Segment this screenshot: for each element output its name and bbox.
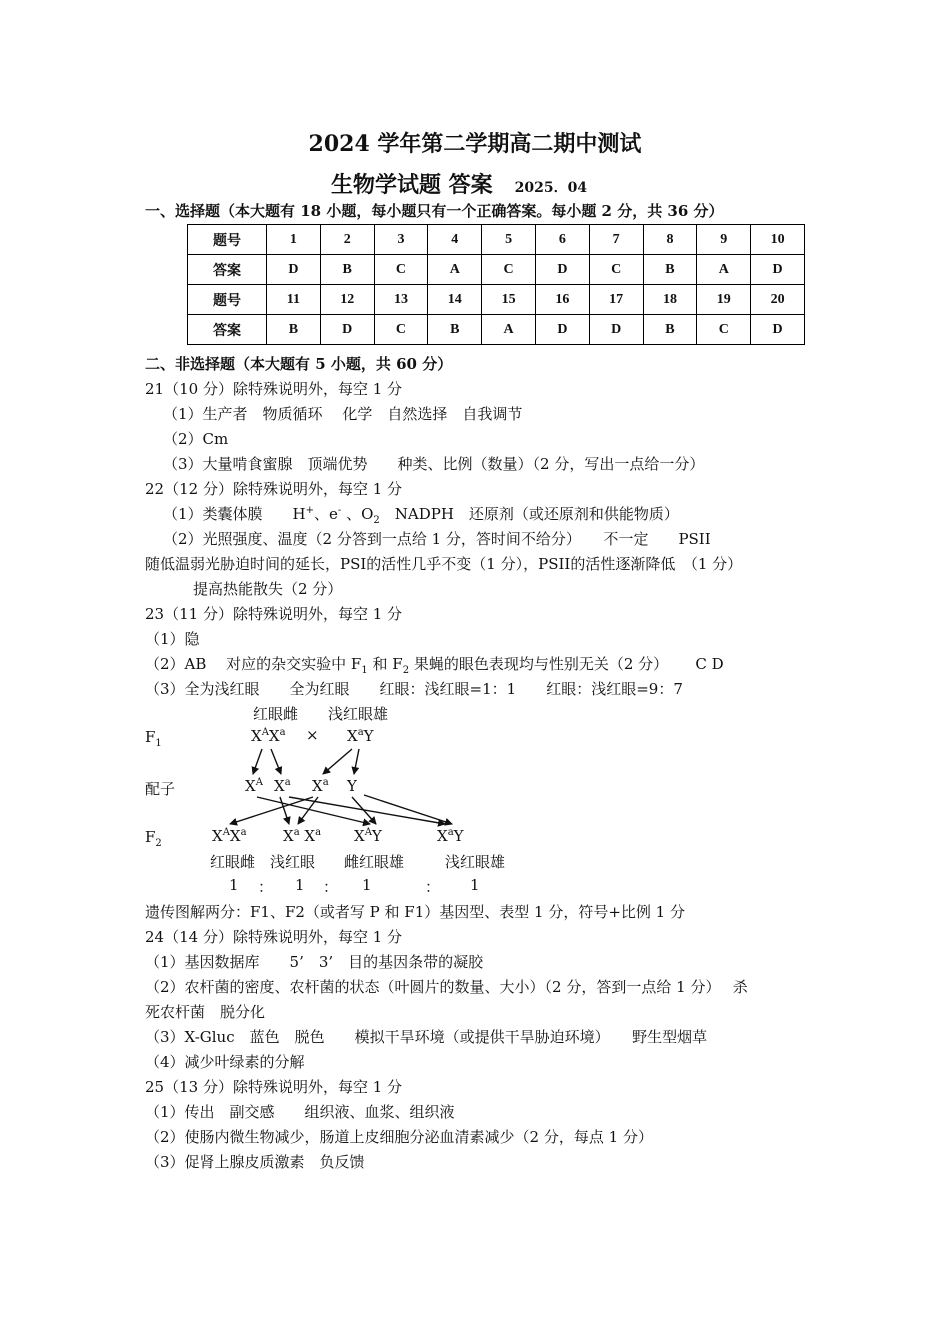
q22-line3: 随低温弱光胁迫时间的延长，PSI的活性几乎不变（1 分），PSII的活性逐渐降低 （1 分） — [145, 555, 743, 573]
q23-line3: （3）全为浅红眼 全为红眼 红眼：浅红眼=1：1 红眼：浅红眼=9：7 — [145, 680, 683, 698]
arrow-f1-to-gamete — [271, 749, 281, 774]
q22-l1b: 、e — [314, 505, 338, 523]
q21-line3: （3）大量啃食蜜腺 顶端优势 种类、比例（数量）（2 分，写出一点给一分） — [163, 455, 705, 473]
table-cell: D — [535, 315, 589, 345]
q24-heading: 24（14 分）除特殊说明外，每空 1 分 — [145, 928, 403, 946]
ratio-colon-3: ： — [425, 878, 441, 896]
table-cell: C — [697, 315, 751, 345]
table-cell: 15 — [482, 285, 536, 315]
f2-sub: 2 — [155, 838, 162, 849]
subtitle-text: 生物学试题 答案 — [331, 172, 493, 198]
allele-a: a — [240, 827, 247, 838]
f2-phenotype-1: 红眼雌 — [210, 853, 256, 871]
table-cell: 6 — [535, 225, 589, 255]
table-cell: B — [643, 315, 697, 345]
table-cell: D — [751, 315, 805, 345]
q22-line4: 提高热能散失（2 分） — [193, 580, 343, 598]
f2-phenotype-3: 雌红眼雄 — [344, 853, 405, 871]
allele-A: A — [364, 827, 372, 838]
allele-a: a — [357, 727, 364, 738]
f2-text: F — [145, 828, 156, 846]
q21-line1: （1）生产者 物质循环 化学 自然选择 自我调节 — [163, 405, 523, 423]
arrow-gamete-to-f2 — [280, 797, 289, 824]
gamete-Xa-female: $X^a$ — [274, 777, 291, 795]
table-cell: 2 — [320, 225, 374, 255]
q22-l1c: 、O — [341, 505, 374, 523]
section-1-heading: 一、选择题（本大题有 18 小题，每小题只有一个正确答案。每小题 2 分，共 36 分） — [145, 202, 724, 220]
gamete-Xa-male: $X^a$ — [312, 777, 329, 795]
table-cell: 5 — [482, 225, 536, 255]
table-cell: 10 — [751, 225, 805, 255]
table-cell: D — [320, 315, 374, 345]
arrow-f1-to-gamete — [323, 749, 352, 774]
f2-genotype-3: $X^AY$ — [354, 827, 382, 845]
f2-genotype-1: $X^AX^a$ — [212, 827, 247, 845]
ratio-4: 1 — [470, 876, 480, 894]
ratio-1: 1 — [229, 876, 239, 894]
q24-line3: 死农杆菌 脱分化 — [145, 1003, 266, 1021]
allele-a: a — [279, 727, 286, 738]
page-title: 2024 学年第二学期高二期中测试 — [308, 131, 642, 157]
gamete-XA: $X^A$ — [245, 777, 263, 795]
arrow-f1-to-gamete — [354, 749, 359, 774]
table-cell: C — [482, 255, 536, 285]
table-cell: A — [482, 315, 536, 345]
f1-text: F — [145, 728, 156, 746]
q22-l1a: （1）类囊体膜 H — [163, 505, 306, 523]
section-2-heading: 二、非选择题（本大题有 5 小题，共 60 分） — [145, 355, 453, 373]
f1-sub: 1 — [155, 738, 162, 749]
q25-heading: 25（13 分）除特殊说明外，每空 1 分 — [145, 1078, 403, 1096]
q22-l1d: NADPH 还原剂（或还原剂和供能物质） — [379, 505, 679, 523]
arrow-gamete-to-f2 — [364, 795, 452, 824]
q25-line2: （2）使肠内微生物减少，肠道上皮细胞分泌血清素减少（2 分，每点 1 分） — [145, 1128, 653, 1146]
q24-line2: （2）农杆菌的密度、农杆菌的状态（叶圆片的数量、大小）（2 分，答到一点给 1 分） 杀 — [145, 978, 748, 996]
gamete-Y: Y — [347, 777, 357, 795]
table-cell: D — [751, 255, 805, 285]
ratio-colon-1: ： — [258, 878, 274, 896]
q23-l2c: 果蝇的眼色表现均与性别无关（2 分） C D — [409, 655, 724, 673]
table-cell: C — [589, 255, 643, 285]
f2-phenotype-4: 浅红眼雄 — [445, 853, 506, 871]
table-cell: 18 — [643, 285, 697, 315]
table-cell: 17 — [589, 285, 643, 315]
table-cell: 4 — [428, 225, 482, 255]
q25-line3: （3）促肾上腺皮质激素 负反馈 — [145, 1153, 365, 1171]
table-cell: D — [589, 315, 643, 345]
table-cell: C — [374, 255, 428, 285]
q24-line4: （3）X-Gluc 蓝色 脱色 模拟干旱环境（或提供干旱胁迫环境） 野生型烟草 — [145, 1028, 708, 1046]
q21-heading: 21（10 分）除特殊说明外，每空 1 分 — [145, 380, 403, 398]
q25-line1: （1）传出 副交感 组织液、血浆、组织液 — [145, 1103, 455, 1121]
row-label: 题号 — [188, 285, 267, 315]
parent-female-phenotype: 红眼雌 — [253, 705, 299, 723]
cross-symbol: × — [306, 726, 319, 744]
ratio-3: 1 — [362, 876, 372, 894]
f1-male-genotype: $X^aY$ — [347, 727, 374, 745]
table-cell: D — [535, 255, 589, 285]
table-cell: 9 — [697, 225, 751, 255]
q23-line1: （1）隐 — [145, 630, 200, 648]
table-cell: 8 — [643, 225, 697, 255]
allele-a: a — [315, 827, 322, 838]
ratio-2: 1 — [295, 876, 305, 894]
table-cell: B — [643, 255, 697, 285]
table-cell: 12 — [320, 285, 374, 315]
f1-female-genotype: $X^AX^a$ — [251, 727, 286, 745]
table-cell: B — [267, 315, 321, 345]
q23-l2a: （2）AB 对应的杂交实验中 F — [145, 655, 362, 673]
allele-A: A — [261, 727, 269, 738]
parent-male-phenotype: 浅红眼雄 — [328, 705, 389, 723]
table-cell: B — [320, 255, 374, 285]
allele-A: A — [255, 777, 263, 788]
allele-a: a — [293, 827, 300, 838]
q23-line2: （2）AB 对应的杂交实验中 $F_1$ 和 $F_2$ 果蝇的眼色表现均与性别无关（2 分） C D — [145, 655, 724, 676]
table-cell: 13 — [374, 285, 428, 315]
ratio-colon-2: ： — [323, 878, 339, 896]
table-cell: 14 — [428, 285, 482, 315]
table-cell: A — [428, 255, 482, 285]
q23-heading: 23（11 分）除特殊说明外，每空 1 分 — [145, 605, 403, 623]
table-cell: 3 — [374, 225, 428, 255]
table-cell: D — [267, 255, 321, 285]
q22-line1: （1）类囊体膜 H+、e- 、$O_2$ NADPH 还原剂（或还原剂和供能物质） — [163, 505, 679, 526]
q21-line2: （2）Cm — [163, 430, 229, 448]
table-cell: 19 — [697, 285, 751, 315]
gamete-label: 配子 — [145, 780, 176, 798]
q22-heading: 22（12 分）除特殊说明外，每空 1 分 — [145, 480, 403, 498]
allele-a: a — [284, 777, 291, 788]
q24-line5: （4）减少叶绿素的分解 — [145, 1053, 305, 1071]
table-cell: 1 — [267, 225, 321, 255]
f2-genotype-2: $X^a$ $X^a$ — [283, 827, 322, 845]
exam-date: 2025．04 — [514, 180, 588, 196]
row-label: 答案 — [188, 255, 267, 285]
row-label: 题号 — [188, 225, 267, 255]
row-label: 答案 — [188, 315, 267, 345]
allele-a: a — [447, 827, 454, 838]
f2-genotype-4: $X^aY$ — [437, 827, 464, 845]
table-cell: 7 — [589, 225, 643, 255]
table-cell: B — [428, 315, 482, 345]
table-cell: A — [697, 255, 751, 285]
table-cell: 16 — [535, 285, 589, 315]
q24-line1: （1）基因数据库 5’ 3’ 目的基因条带的凝胶 — [145, 953, 484, 971]
q23-l2b: 和 F — [367, 655, 403, 673]
q23-note: 遗传图解两分：F1、F2（或者写 P 和 F1）基因型、表型 1 分，符号+比例 1 分 — [145, 903, 685, 921]
f2-phenotype-2: 浅红眼 — [270, 853, 316, 871]
table-cell: 20 — [751, 285, 805, 315]
q22-line2: （2）光照强度、温度（2 分答到一点给 1 分，答时间不给分） 不一定 PSII — [163, 530, 711, 548]
allele-a: a — [322, 777, 329, 788]
arrow-f1-to-gamete — [253, 749, 262, 774]
table-cell: C — [374, 315, 428, 345]
allele-A: A — [222, 827, 230, 838]
table-cell: 11 — [267, 285, 321, 315]
